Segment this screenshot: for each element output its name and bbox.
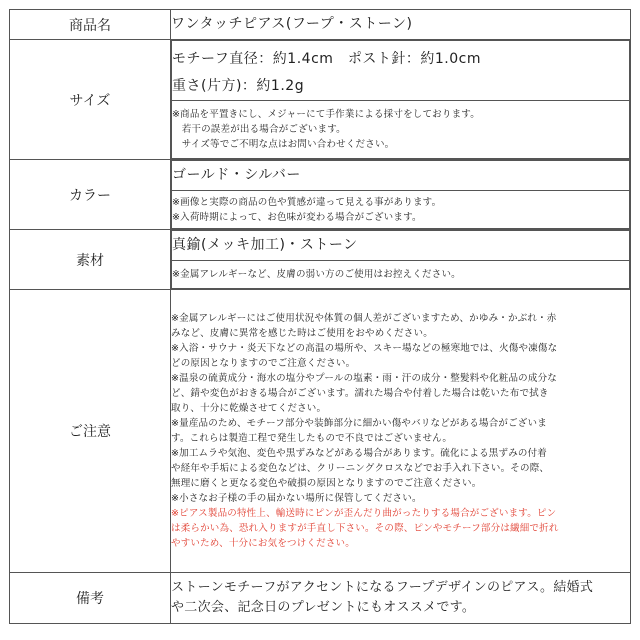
row-size bbox=[10, 40, 631, 160]
row-color bbox=[10, 160, 631, 230]
color-label: カラー bbox=[10, 160, 171, 230]
color-note: ※画像と実際の商品の色や質感が違って見える事があります。 ※入荷時期によって、お色味が変わる場合がございます。 bbox=[172, 191, 630, 229]
size-weight: 重さ(片方)：約1.2g bbox=[172, 77, 305, 94]
product-name-value: ワンタッチピアス(フープ・ストーン) bbox=[171, 10, 631, 40]
material-note: ※金属アレルギーなど、皮膚の弱い方のご使用はお控えください。 bbox=[172, 261, 630, 289]
remarks-label: 備考 bbox=[10, 573, 171, 624]
caution-label: ご注意 bbox=[10, 290, 171, 573]
caution-warning: ※ピアス製品の特性上、輸送時にピンが歪んだり曲がったりする場合がございます。ピン は柔らかい為、恐れ入りますが手直し下さい。その際、ピンやモチーフ部分は繊細で折れ やすいため、十分にお気をつけください。 bbox=[171, 508, 559, 549]
color-value: ゴールド・シルバー bbox=[172, 161, 630, 191]
size-note: ※商品を平置きにし、メジャーにて手作業による採寸をしております。 若干の誤差が出る場合がございます。 サイズ等でご不明な点はお問い合わせください。 bbox=[172, 101, 630, 159]
size-dimensions: モチーフ直径：約1.4cm ポスト針：約1.0cm bbox=[172, 50, 481, 67]
caution-note: ※金属アレルギーにはご使用状況や体質の個人差がございますため、かゆみ・かぶれ・赤 みなど、皮膚に異常を感じた時はご使用をおやめください。 ※入浴・サウナ・炎天下などの高温の場所や、スキー場などの極寒地では、火傷や凍傷な どの原因となりますのでご注意ください。 ※温泉の硫黄成分・海水の塩分やプールの塩素・雨・汗の成分・整髪料や化粧品の成分な ど、錆や変色がおきる場合がございます。濡れた場合や付着した場合は乾いた布で拭き 取り、十分に乾燥させてください。 ※量産品のため、モチーフ部分や装飾部分に細かい傷やバリなどがある場合がございま す。これらは製造工程で発生したもので不良ではございません。 ※加工ムラや気泡、変色や黒ずみなどがある場合があります。硫化による黒ずみの付着 や経年や手垢による変色などは、クリーニングクロスなどでお手入れ下さい。その際、 無理に磨くと更なる変色や破損の原因となりますのでご注意ください。 ※小さなお子様の手の届かない場所に保管してください。 bbox=[171, 313, 558, 504]
size-label: サイズ bbox=[10, 40, 171, 160]
row-material bbox=[10, 230, 631, 290]
product-name-label: 商品名 bbox=[10, 10, 171, 40]
product-spec-table bbox=[9, 9, 631, 624]
material-label: 素材 bbox=[10, 230, 171, 290]
material-value: 真鍮(メッキ加工)・ストーン bbox=[172, 231, 630, 261]
row-caution bbox=[10, 290, 631, 573]
remarks-value: ストーンモチーフがアクセントになるフープデザインのピアス。結婚式 や二次会、記念日のプレゼントにもオススメです。 bbox=[171, 573, 631, 624]
row-product-name bbox=[10, 10, 631, 40]
row-remarks bbox=[10, 573, 631, 624]
